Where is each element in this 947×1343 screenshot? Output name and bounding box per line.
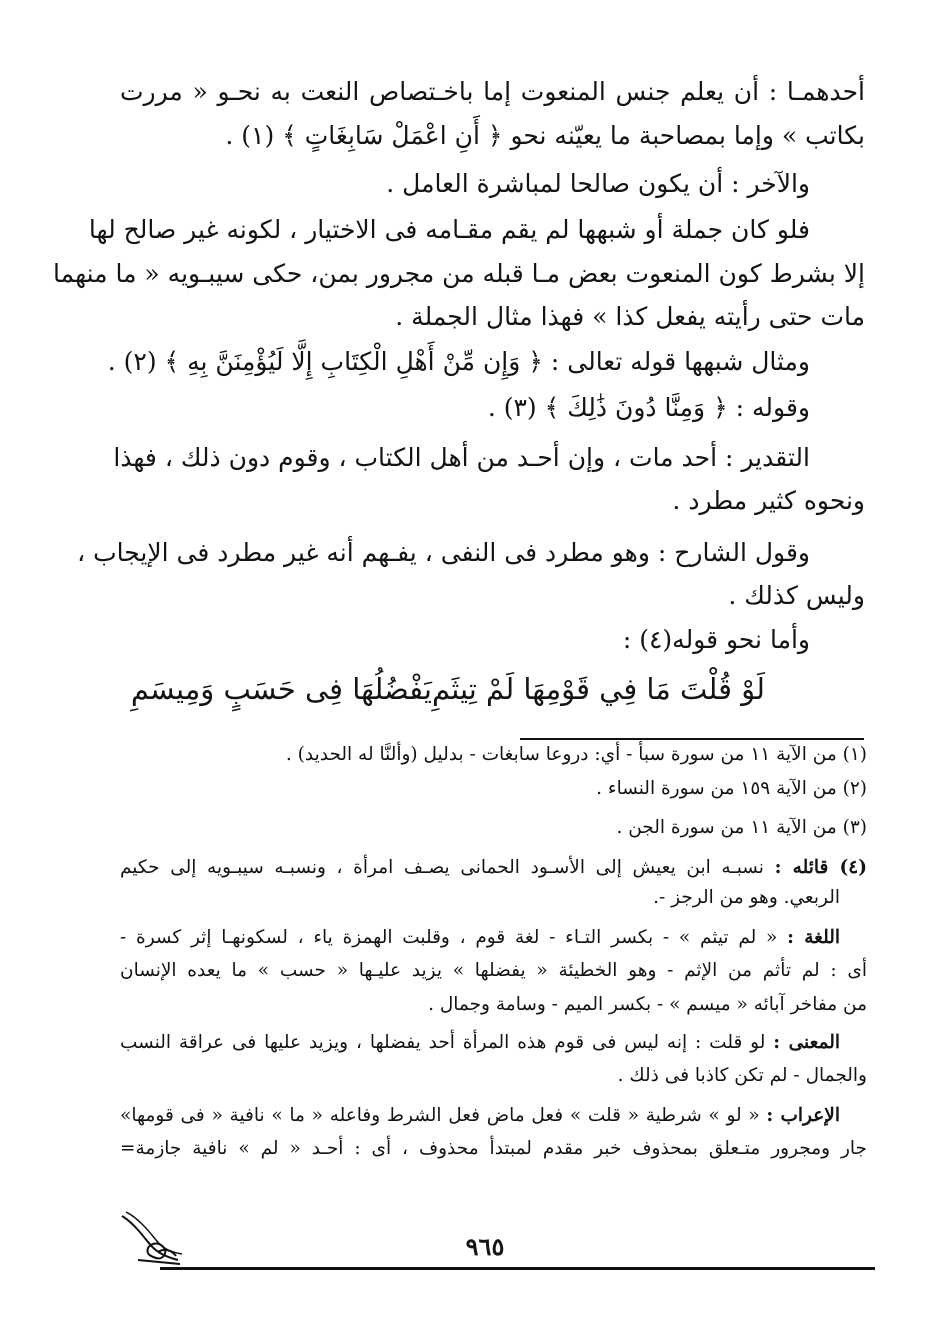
mana-line-2: والجمال - لم تكن كاذبا فى ذلك . [617, 1065, 867, 1086]
mana-line-1 [120, 1030, 840, 1056]
irab-label: الإعراب : [766, 1105, 840, 1126]
footnote-1: (١) من الآية ١١ من سورة سبأ - أي: دروعا سابغات - بدليل (وألنَّا له الحديد) . [285, 744, 867, 765]
lugha-line-1 [120, 925, 840, 951]
body-line-5: إلا بشرط كون المنعوت بعض مـا قبله من مجرور بمن، حكى سيبـويه « ما منهما [53, 259, 865, 288]
body-line-4: فلو كان جملة أو شبهها لم يقم مقـامه فى الاختيار ، لكونه غير صالح لها [88, 215, 810, 244]
verse-second-hemistich: يَفْضُلُهَا فِى حَسَبٍ وَمِيسَمِ [130, 672, 432, 706]
body-line-2: بكاتب » وإما بمصاحبة ما يعيّنه نحو ﴿ أَنِ اعْمَلْ سَابِغَاتٍ ﴾ (١) . [225, 121, 865, 150]
verse-first-hemistich: لَوْ قُلْتَ مَا فِي قَوْمِهَا لَمْ تِيثَمِ [431, 672, 765, 706]
body-line-10: ونحوه كثير مطرد . [672, 486, 865, 515]
body-line-7: ومثال شبهها قوله تعالى : ﴿ وَإِن مِّنْ أَهْلِ الْكِتَابِ إِلَّا لَيُؤْمِنَنَّ بِهِ ﴾ (٢) . [107, 347, 810, 376]
body-line-9: التقدير : أحد مات ، وإن أحـد من أهل الكتاب ، وقوم دون ذلك ، فهذا [113, 443, 810, 472]
irab-text-1: « لو » شرطية « قلت » فعل ماض فعل الشرط وفاعله « ما » نافية « فى قومها» [120, 1105, 760, 1126]
body-line-3: والآخر : أن يكون صالحا لمباشرة العامل . [386, 169, 810, 198]
lugha-label: اللغة : [787, 927, 840, 948]
body-line-11: وقول الشارح : وهو مطرد فى النفى ، يفـهم أنه غير مطرد فى الإيجاب ، [77, 538, 810, 567]
publisher-seal-icon [118, 1208, 188, 1270]
body-line-1: أحدهمـا : أن يعلم جنس المنعوت إما باخـتصاص النعت به نحـو « مررت [120, 77, 865, 106]
page-number: ٩٦٥ [465, 1232, 505, 1261]
body-line-8: وقوله : ﴿ وَمِنَّا دُونَ ذَٰلِكَ ﴾ (٣) . [487, 393, 810, 422]
mana-text-1: لو قلت : إنه ليس فى قوم هذه المرأة أحد يفضلها ، ويزيد عليها فى عراقة النسب [120, 1032, 766, 1053]
footnote-4-label: (٤) قائله : [774, 857, 867, 878]
lugha-line-3: من مفاخر آبائه « ميسم » - بكسر الميم - وسامة وجمال . [428, 994, 867, 1015]
footnote-2: (٢) من الآية ١٥٩ من سورة النساء . [596, 778, 867, 799]
footnote-4-line-2: الربعي. وهو من الرجز -. [653, 887, 840, 908]
footnote-separator [520, 738, 864, 740]
lugha-line-2: أى : لم تأثم من الإثم - وهو الخطيئة « يفضلها » يزيد عليـها « حسب » ما يعده الإنسان [120, 960, 867, 981]
irab-line-1 [120, 1103, 840, 1129]
footer-rule [160, 1267, 875, 1270]
mana-label: المعنى : [773, 1032, 840, 1053]
irab-line-2: جار ومجرور متـعلق بمحذوف خبر مقدم لمبتدأ محذوف ، أى : أحـد « لم » نافية جازمة= [120, 1138, 867, 1159]
footnote-4-line-1 [120, 855, 867, 881]
poetry-verse [130, 664, 765, 714]
lugha-text-1: « لم تيثم » - بكسر التـاء - لغة قوم ، وقلبت الهمزة ياء ، لسكونهـا إثر كسرة - [120, 927, 778, 948]
body-line-6: مات حتى رأيته يفعل كذا » فهذا مثال الجملة . [395, 302, 865, 331]
footnote-3: (٣) من الآية ١١ من سورة الجن . [616, 817, 867, 838]
footnote-4-text: نسبـه ابن يعيش إلى الأسـود الحمانى يصـف امرأة ، ونسبـه سيبـويه إلى حكيم [120, 857, 764, 878]
body-line-12: وليس كذلك . [728, 581, 865, 610]
body-line-13: وأما نحو قوله(٤) : [622, 625, 810, 654]
